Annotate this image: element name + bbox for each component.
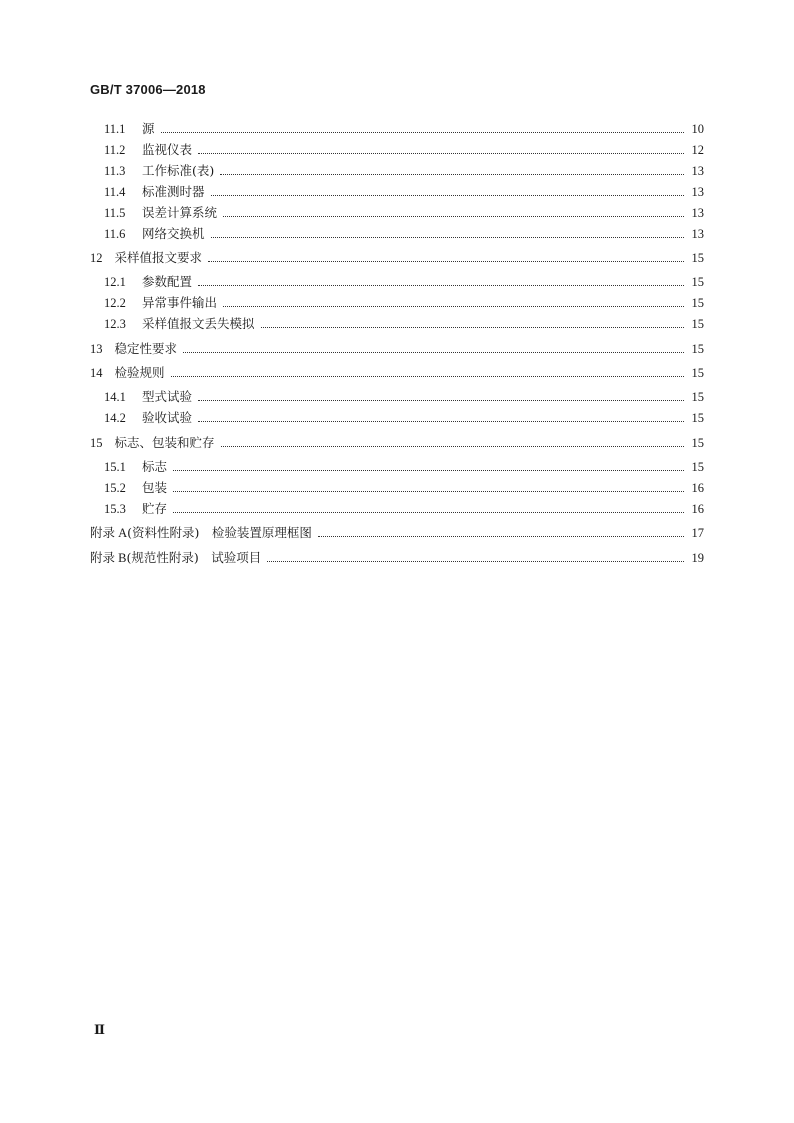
toc-dot-leader [171, 375, 684, 377]
toc-entry-number: 12 [90, 251, 103, 265]
toc-entry[interactable] [104, 183, 704, 201]
toc-entry-page: 15 [691, 366, 704, 380]
toc-entry[interactable] [90, 249, 704, 267]
toc-entry-number: 11.2 [104, 143, 126, 157]
toc-entry-page: 16 [691, 481, 704, 495]
toc-entry-page: 10 [691, 122, 704, 136]
toc-entry-title: 标准测时器 [142, 184, 205, 199]
toc-dot-leader [208, 260, 684, 262]
toc-entry-number: 11.3 [104, 164, 126, 178]
toc-entry-title: 采样值报文要求 [114, 250, 203, 265]
toc-entry-title: (资料性附录) 检验装置原理框图 [127, 525, 312, 540]
toc-dot-leader [261, 326, 684, 328]
toc-entry-page: 15 [691, 436, 704, 450]
toc-entry[interactable] [104, 294, 704, 312]
toc-entry-page: 13 [691, 227, 704, 241]
toc-entry-title: 监视仪表 [142, 142, 193, 157]
toc-entry-title: (规范性附录) 试验项目 [126, 550, 262, 565]
toc-dot-leader [198, 399, 684, 401]
toc-entry[interactable] [104, 500, 704, 518]
toc-dot-leader [267, 560, 684, 562]
toc-dot-leader [223, 215, 684, 217]
toc-entry[interactable] [90, 364, 704, 382]
toc-entry[interactable] [90, 434, 704, 452]
toc-dot-leader [198, 284, 684, 286]
toc-entry-title: 标志、包装和贮存 [114, 435, 215, 450]
toc-dot-leader [183, 351, 684, 353]
toc-entry-page: 17 [691, 526, 704, 540]
toc-entry-number: 13 [90, 342, 103, 356]
toc-entry-title: 检验规则 [114, 365, 165, 380]
toc-entry-title: 网络交换机 [142, 226, 205, 241]
toc-dot-leader [221, 445, 684, 447]
toc-entry-number: 附录 B [90, 551, 127, 565]
toc-dot-leader [198, 420, 684, 422]
toc-entry-number: 14 [90, 366, 103, 380]
toc-dot-leader [220, 173, 684, 175]
toc-entry-title: 异常事件输出 [142, 295, 218, 310]
toc-entry-page: 16 [691, 502, 704, 516]
toc-entry-title: 误差计算系统 [142, 205, 218, 220]
toc-entry-number: 14.2 [104, 411, 126, 425]
toc-entry-number: 15.1 [104, 460, 126, 474]
toc-entry-number: 15 [90, 436, 103, 450]
toc-entry[interactable] [104, 388, 704, 406]
toc-entry[interactable] [90, 549, 704, 567]
toc-entry-page: 15 [691, 460, 704, 474]
toc-entry[interactable] [104, 141, 704, 159]
toc-entry[interactable] [104, 204, 704, 222]
standard-code-header: GB/T 37006—2018 [90, 82, 206, 97]
toc-dot-leader [173, 490, 684, 492]
toc-entry-page: 15 [691, 251, 704, 265]
toc-entry-number: 14.1 [104, 390, 126, 404]
toc-entry-page: 15 [691, 275, 704, 289]
toc-entry-number: 12.1 [104, 275, 126, 289]
toc-entry-page: 15 [691, 317, 704, 331]
page-number: Ⅱ [94, 1022, 105, 1037]
toc-entry[interactable] [90, 340, 704, 358]
toc-entry-title: 稳定性要求 [114, 341, 178, 356]
toc-entry-number: 11.5 [104, 206, 126, 220]
toc-entry-number: 15.2 [104, 481, 126, 495]
toc-entry-number: 15.3 [104, 502, 126, 516]
toc-entry-number: 12.3 [104, 317, 126, 331]
toc-entry[interactable] [104, 409, 704, 427]
toc-dot-leader [173, 511, 684, 513]
toc-entry-title: 包装 [142, 480, 168, 495]
toc-entry-page: 15 [691, 342, 704, 356]
toc-entry-number: 11.4 [104, 185, 126, 199]
toc-entry-page: 13 [691, 206, 704, 220]
toc-entry-title: 参数配置 [142, 274, 193, 289]
toc-entry-title: 工作标准(表) [142, 163, 215, 178]
toc-entry-page: 15 [691, 296, 704, 310]
toc-dot-leader [198, 152, 684, 154]
toc-entry[interactable] [104, 162, 704, 180]
toc-entry-page: 19 [691, 551, 704, 565]
toc-entry-title: 贮存 [142, 501, 168, 516]
toc-entry[interactable] [104, 479, 704, 497]
toc-entry-page: 13 [691, 164, 704, 178]
toc-entry[interactable] [104, 273, 704, 291]
toc-entry-title: 标志 [142, 459, 168, 474]
toc-entry-page: 12 [691, 143, 704, 157]
toc-entry-page: 13 [691, 185, 704, 199]
toc-entry[interactable] [104, 315, 704, 333]
toc-dot-leader [318, 535, 684, 537]
toc-dot-leader [211, 236, 684, 238]
toc-entry-number: 12.2 [104, 296, 126, 310]
toc-dot-leader [211, 194, 684, 196]
toc-entry-title: 型式试验 [142, 389, 193, 404]
toc-dot-leader [173, 469, 684, 471]
toc-entry[interactable] [90, 524, 704, 542]
toc-dot-leader [161, 131, 684, 133]
toc-entry-number: 附录 A [90, 526, 128, 540]
toc-entry-title: 源 [142, 121, 155, 136]
toc-entry[interactable] [104, 225, 704, 243]
toc-entry-number: 11.1 [104, 122, 126, 136]
toc-entry-number: 11.6 [104, 227, 126, 241]
toc-entry-page: 15 [691, 411, 704, 425]
toc-entry-page: 15 [691, 390, 704, 404]
toc-entry-title: 采样值报文丢失模拟 [142, 316, 255, 331]
toc-entry[interactable] [104, 120, 704, 138]
toc-entry[interactable] [104, 458, 704, 476]
toc-dot-leader [223, 305, 684, 307]
toc-entry-title: 验收试验 [142, 410, 193, 425]
